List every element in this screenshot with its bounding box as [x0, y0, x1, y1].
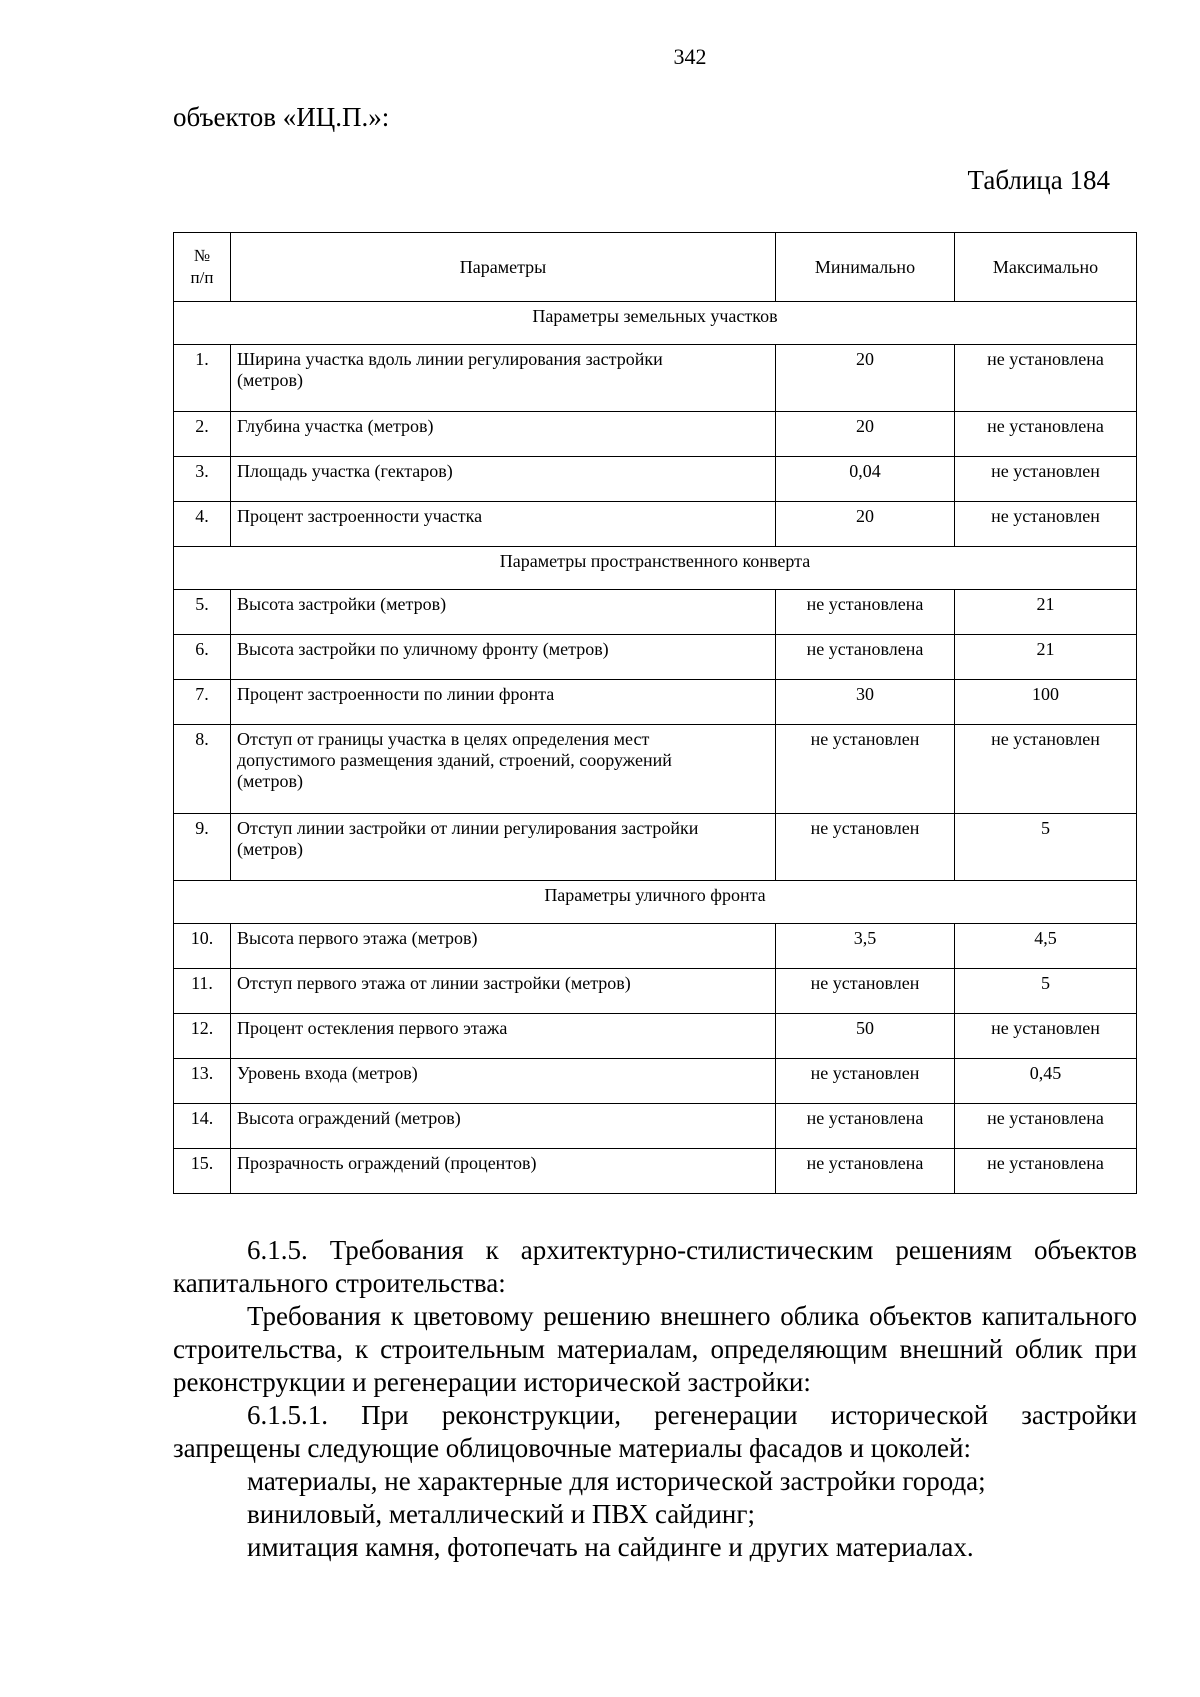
row-number: 11.	[174, 969, 231, 1014]
row-number: 9.	[174, 814, 231, 881]
table-header-row	[174, 233, 1137, 302]
row-maximum: не установлена	[955, 345, 1137, 412]
row-minimum: 20	[776, 345, 955, 412]
list-item: имитация камня, фотопечать на сайдинге и других материалах.	[247, 1532, 974, 1562]
row-maximum: не установлен	[955, 725, 1137, 814]
row-number: 12.	[174, 1014, 231, 1059]
row-number: 3.	[174, 457, 231, 502]
paragraph-6-1-5-1: 6.1.5.1. При реконструкции, регенерации исторической застройки запрещены следующие облицовочные материалы фасадов и цоколей:	[173, 1400, 1137, 1463]
header-number-line2: п/п	[190, 268, 214, 287]
table-row	[174, 1014, 1137, 1059]
table-row	[174, 502, 1137, 547]
row-parameter	[231, 1149, 776, 1194]
parameter-line: Высота застройки (метров)	[237, 594, 447, 614]
row-parameter	[231, 457, 776, 502]
table-caption: Таблица 184	[967, 165, 1110, 195]
list-item: виниловый, металлический и ПВХ сайдинг;	[247, 1499, 755, 1529]
parameter-line: Процент застроенности участка	[237, 506, 483, 526]
table-row	[174, 345, 1137, 412]
parameter-line: Уровень входа (метров)	[237, 1063, 418, 1083]
parameter-line: Отступ от границы участка в целях определения мест	[237, 729, 650, 749]
row-parameter	[231, 1059, 776, 1104]
row-maximum: 5	[955, 969, 1137, 1014]
parameter-line: Площадь участка (гектаров)	[237, 461, 453, 481]
row-parameter	[231, 1014, 776, 1059]
parameter-line: Прозрачность ограждений (процентов)	[237, 1153, 537, 1173]
parameter-line: Высота застройки по уличному фронту (метров)	[237, 639, 609, 659]
page-number: 342	[673, 44, 707, 69]
row-parameter	[231, 814, 776, 881]
row-parameter	[231, 969, 776, 1014]
intro-text: объектов «ИЦ.П.»:	[173, 102, 390, 132]
row-maximum: не установлена	[955, 412, 1137, 457]
table-row	[174, 590, 1137, 635]
section-row	[174, 302, 1137, 345]
paragraph-6-1-5: 6.1.5. Требования к архитектурно-стилистическим решениям объектов капитального строительства:	[173, 1235, 1137, 1298]
parameter-line: Ширина участка вдоль линии регулирования застройки	[237, 349, 663, 369]
row-minimum: 20	[776, 412, 955, 457]
table-row	[174, 725, 1137, 814]
row-maximum: не установлен	[955, 502, 1137, 547]
parameter-line: Отступ первого этажа от линии застройки (метров)	[237, 973, 631, 993]
row-number: 10.	[174, 924, 231, 969]
row-parameter	[231, 412, 776, 457]
row-minimum: не установлена	[776, 590, 955, 635]
row-maximum: не установлен	[955, 1014, 1137, 1059]
header-parameters: Параметры	[231, 233, 776, 302]
row-minimum: 0,04	[776, 457, 955, 502]
section-row	[174, 881, 1137, 924]
row-minimum: не установлен	[776, 969, 955, 1014]
table-row	[174, 1104, 1137, 1149]
row-number: 15.	[174, 1149, 231, 1194]
row-number: 14.	[174, 1104, 231, 1149]
row-number: 4.	[174, 502, 231, 547]
paragraph-color-requirements: Требования к цветовому решению внешнего облика объектов капитального строительства, к строительным материалам, определяющим внешний облик при реконструкции и регенерации исторической застройки:	[173, 1301, 1137, 1397]
row-maximum: 21	[955, 590, 1137, 635]
row-parameter	[231, 1104, 776, 1149]
parameter-line: Глубина участка (метров)	[237, 416, 434, 436]
parameter-line: (метров)	[237, 370, 303, 390]
table-row	[174, 969, 1137, 1014]
parameter-line: (метров)	[237, 839, 303, 859]
row-maximum: 5	[955, 814, 1137, 881]
row-number: 5.	[174, 590, 231, 635]
row-minimum: 30	[776, 680, 955, 725]
row-minimum: не установлен	[776, 725, 955, 814]
row-minimum: 20	[776, 502, 955, 547]
row-number: 2.	[174, 412, 231, 457]
row-parameter	[231, 345, 776, 412]
table-row	[174, 412, 1137, 457]
header-maximum: Максимально	[955, 233, 1137, 302]
parameter-line: Отступ линии застройки от линии регулирования застройки	[237, 818, 699, 838]
row-number: 13.	[174, 1059, 231, 1104]
section-title: Параметры земельных участков	[174, 302, 1137, 345]
table-row	[174, 1149, 1137, 1194]
parameter-line: Процент остекления первого этажа	[237, 1018, 508, 1038]
row-parameter	[231, 502, 776, 547]
row-maximum: 4,5	[955, 924, 1137, 969]
parameter-line: допустимого размещения зданий, строений, сооружений	[237, 750, 672, 770]
row-maximum: 21	[955, 635, 1137, 680]
section-row	[174, 547, 1137, 590]
row-maximum: 100	[955, 680, 1137, 725]
row-maximum: не установлена	[955, 1149, 1137, 1194]
row-number: 6.	[174, 635, 231, 680]
row-parameter	[231, 635, 776, 680]
row-parameter	[231, 725, 776, 814]
row-minimum: не установлена	[776, 1104, 955, 1149]
parameters-table	[173, 232, 1137, 1194]
parameter-line: Высота первого этажа (метров)	[237, 928, 478, 948]
table-row	[174, 1059, 1137, 1104]
header-number-line1: №	[193, 246, 211, 265]
row-maximum: не установлена	[955, 1104, 1137, 1149]
row-minimum: не установлен	[776, 1059, 955, 1104]
row-minimum: 3,5	[776, 924, 955, 969]
header-minimum: Минимально	[776, 233, 955, 302]
table-row	[174, 814, 1137, 881]
row-minimum: не установлена	[776, 1149, 955, 1194]
parameter-line: Процент застроенности по линии фронта	[237, 684, 555, 704]
section-title: Параметры пространственного конверта	[174, 547, 1137, 590]
body-text	[173, 1234, 1137, 1564]
header-number	[174, 233, 231, 302]
row-number: 7.	[174, 680, 231, 725]
row-parameter	[231, 680, 776, 725]
row-number: 8.	[174, 725, 231, 814]
parameter-line: (метров)	[237, 771, 303, 791]
table-row	[174, 924, 1137, 969]
list-item: материалы, не характерные для исторической застройки города;	[247, 1466, 986, 1496]
row-maximum: 0,45	[955, 1059, 1137, 1104]
row-minimum: не установлен	[776, 814, 955, 881]
parameter-line: Высота ограждений (метров)	[237, 1108, 461, 1128]
row-parameter	[231, 924, 776, 969]
table-row	[174, 680, 1137, 725]
table-row	[174, 635, 1137, 680]
row-parameter	[231, 590, 776, 635]
table-body	[174, 302, 1137, 1194]
table-row	[174, 457, 1137, 502]
row-minimum: не установлена	[776, 635, 955, 680]
row-maximum: не установлен	[955, 457, 1137, 502]
section-title: Параметры уличного фронта	[174, 881, 1137, 924]
row-minimum: 50	[776, 1014, 955, 1059]
row-number: 1.	[174, 345, 231, 412]
